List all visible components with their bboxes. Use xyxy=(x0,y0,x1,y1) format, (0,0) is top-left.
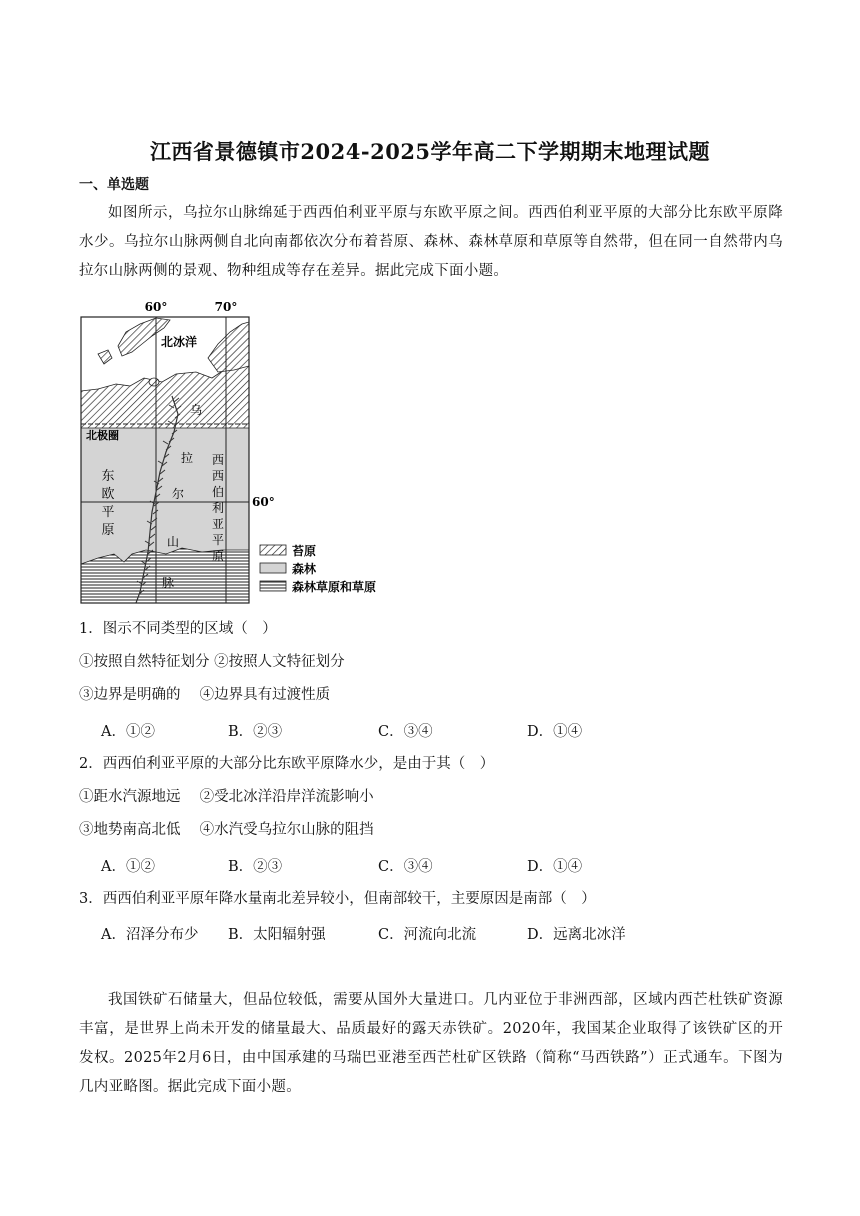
lon-label-70: 70° xyxy=(214,300,238,314)
question-1-line: ①按照自然特征划分 ②按照人文特征划分 xyxy=(79,654,345,670)
page-title: 江西省景德镇市2024-2025学年高二下学期期末地理试题 xyxy=(149,139,711,164)
option-b[interactable]: B．太阳辐射强 xyxy=(228,927,326,943)
east-plain-char: 原 xyxy=(101,523,115,538)
passage-2: 我国铁矿石储量大，但品位较低，需要从国外大量进口。几内亚位于非洲西部，区域内西芒杜铁矿资源丰富，是世界上尚未开发的储量最大、品质最好的露天赤铁矿。2020年，我国某企业取得了该铁矿区的开发权。2025年2月6日，由中国承建的马瑞巴亚港至西芒杜矿区铁路（简称“马西铁路”）正式通车。下图为几内亚略图。据此完成下面小题。 xyxy=(79,992,783,1095)
west-plain-char: 亚 xyxy=(211,517,225,531)
mountain-char: 乌 xyxy=(189,403,203,417)
passage-1: 如图所示，乌拉尔山脉绵延于西西伯利亚平原与东欧平原之间。西西伯利亚平原的大部分比东欧平原降水少。乌拉尔山脉两侧自北向南都依次分布着苔原、森林、森林草原和草原等自然带，但在同一自然带内乌拉尔山脉两侧的景观、物种组成等存在差异。据此完成下面小题。 xyxy=(79,205,783,279)
option-c[interactable]: C．③④ xyxy=(378,724,433,740)
question-3-stem: 3．西西伯利亚平原年降水量南北差异较小，但南部较干，主要原因是南部（ ） xyxy=(79,891,596,907)
legend-label: 森林草原和草原 xyxy=(292,580,377,594)
question-2-stem: 2．西西伯利亚平原的大部分比东欧平原降水少，是由于其（ ） xyxy=(79,756,495,772)
legend-swatch-forest xyxy=(260,563,286,573)
option-a[interactable]: A．①② xyxy=(101,724,155,740)
question-1-line: ③边界是明确的 ④边界具有过渡性质 xyxy=(79,687,331,703)
legend-swatch-steppe xyxy=(260,581,286,591)
legend-label: 苔原 xyxy=(292,544,317,558)
option-d[interactable]: D．①④ xyxy=(527,859,583,875)
option-a[interactable]: A．沼泽分布少 xyxy=(101,927,199,943)
west-plain-char: 伯 xyxy=(211,485,225,499)
ural-map xyxy=(78,296,400,606)
arctic-circle-label: 北极圈 xyxy=(86,429,119,442)
question-1-stem: 1．图示不同类型的区域（ ） xyxy=(79,621,277,637)
lon-label-60: 60° xyxy=(144,300,168,314)
east-plain-char: 平 xyxy=(101,505,115,520)
mountain-char: 脉 xyxy=(161,576,175,590)
option-b[interactable]: B．②③ xyxy=(228,859,283,875)
legend-label: 森林 xyxy=(292,562,317,576)
west-plain-char: 原 xyxy=(211,549,225,563)
west-plain-char: 西 xyxy=(211,469,225,483)
map-legend xyxy=(260,543,376,594)
option-c[interactable]: C．③④ xyxy=(378,859,433,875)
west-plain-char: 西 xyxy=(211,453,225,467)
legend-swatch-tundra xyxy=(260,545,286,555)
east-plain-char: 东 xyxy=(101,469,115,484)
option-b[interactable]: B．②③ xyxy=(228,724,283,740)
question-2-line: ①距水汽源地远 ②受北冰洋沿岸洋流影响小 xyxy=(79,789,374,805)
option-d[interactable]: D．远离北冰洋 xyxy=(527,927,626,943)
question-2-line: ③地势南高北低 ④水汽受乌拉尔山脉的阻挡 xyxy=(79,822,374,838)
option-a[interactable]: A．①② xyxy=(101,859,155,875)
option-d[interactable]: D．①④ xyxy=(527,724,583,740)
section-heading: 一、单选题 xyxy=(79,177,149,193)
mountain-char: 山 xyxy=(166,535,180,549)
west-plain-char: 利 xyxy=(211,501,225,515)
east-plain-char: 欧 xyxy=(101,487,115,502)
option-c[interactable]: C．河流向北流 xyxy=(378,927,477,943)
lat-label-60: 60° xyxy=(252,495,275,509)
mountain-char: 拉 xyxy=(180,451,194,465)
mountain-char: 尔 xyxy=(171,487,185,501)
island-oval xyxy=(149,378,159,386)
west-plain-char: 平 xyxy=(211,533,225,547)
ocean-label: 北冰洋 xyxy=(161,335,198,349)
